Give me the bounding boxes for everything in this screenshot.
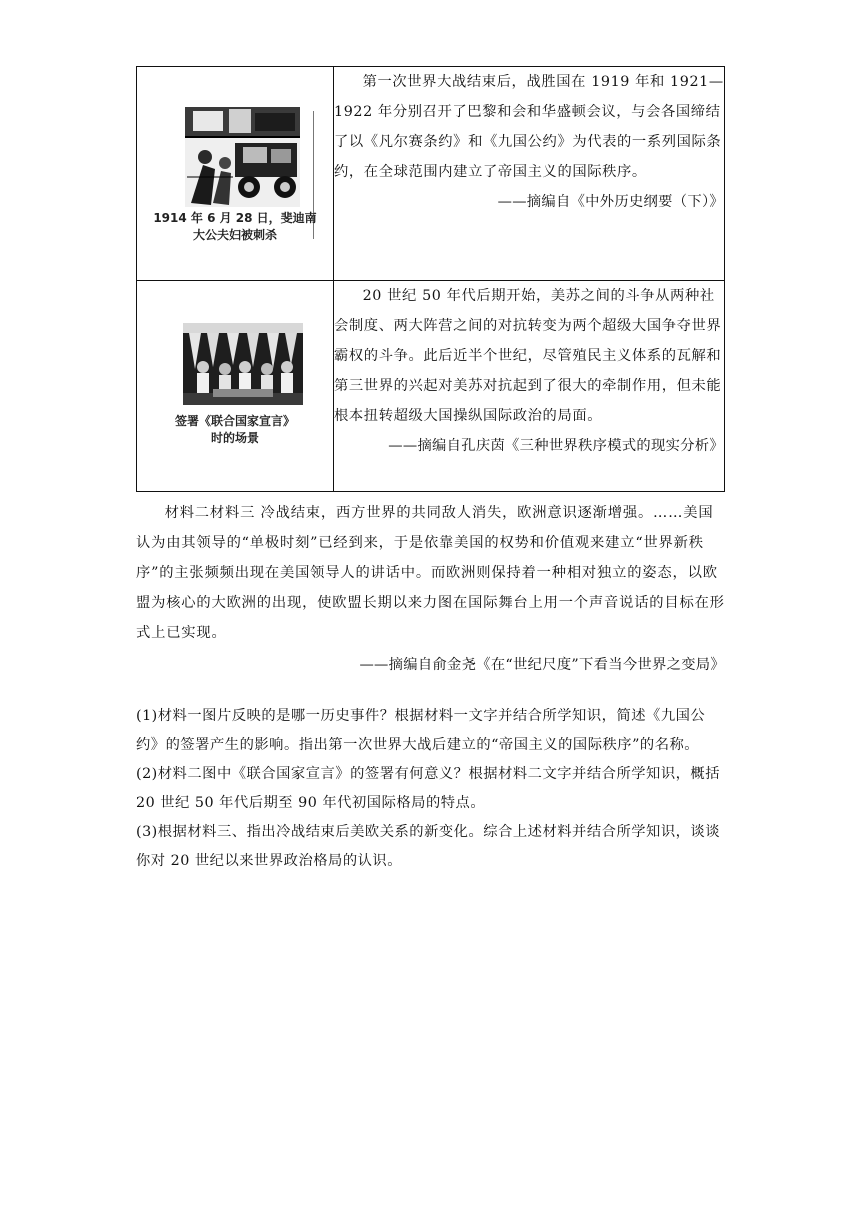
material3-text: 材料二材料三 冷战结束，西方世界的共同敌人消失，欧洲意识逐渐增强。……美国认为由其领导的“单极时刻”已经到来，于是依靠美国的权势和价值观来建立“世界新秩序”的主张频频出现在美国领导人的讲话中。而欧洲则保持着一种相对独立的姿态，以欧盟为核心的大欧洲的出现，使欧盟长期以来力图在国际舞台上用一个声音说话的目标在形式上已实现。 xyxy=(136,505,725,641)
question-1: (1)材料一图片反映的是哪一历史事件？根据材料一文字并结合所学知识，简述《九国公约》的签署产生的影响。指出第一次世界大战后建立的“帝国主义的国际秩序”的名称。 xyxy=(136,708,706,753)
material1-caption xyxy=(137,210,333,244)
material1-text: 第一次世界大战结束后，战胜国在 1919 年和 1921—1922 年分别召开了巴黎和会和华盛顿会议，与会各国缔结了以《凡尔赛条约》和《九国公约》为代表的一系列国际条约，在全球范围内建立了帝国主义的国际秩序。 xyxy=(334,74,724,180)
material1-source: ——摘编自《中外历史纲要（下）》 xyxy=(497,194,724,210)
declaration-signing-photo xyxy=(183,323,303,405)
materials-table xyxy=(136,66,725,492)
question-3: (3)根据材料三、指出冷战结束后美欧关系的新变化。综合上述材料并结合所学知识，谈谈你对 20 世纪以来世界政治格局的认识。 xyxy=(136,824,721,869)
material2-image-cell xyxy=(137,281,334,492)
material2-caption-line2: 时的场景 xyxy=(210,431,259,445)
material3-source: ——摘编自俞金尧《在“世纪尺度”下看当今世界之变局》 xyxy=(359,657,725,673)
question-2: (2)材料二图中《联合国家宣言》的签署有何意义？根据材料二文字并结合所学知识，概括 20 世纪 50 年代后期至 90 年代初国际格局的特点。 xyxy=(136,766,721,811)
material1-caption-line1: 1914 年 6 月 28 日，斐迪南 xyxy=(153,211,317,225)
material1-row xyxy=(137,67,725,281)
material1-caption-line2: 大公夫妇被刺杀 xyxy=(192,228,277,242)
material2-text: 20 世纪 50 年代后期开始，美苏之间的斗争从两种社会制度、两大阵营之间的对抗转变为两个超级大国争夺世界霸权的斗争。此后近半个世纪，尽管殖民主义体系的瓦解和第三世界的兴起对美苏对抗起到了很大的牵制作用，但未能根本扭转超级大国操纵国际政治的局面。 xyxy=(334,288,722,424)
material3-block xyxy=(136,498,725,680)
material1-text-cell xyxy=(334,67,725,281)
material2-caption-line1: 签署《联合国家宣言》 xyxy=(174,414,295,428)
material2-source: ——摘编自孔庆茵《三种世界秩序模式的现实分析》 xyxy=(388,438,724,454)
material2-row xyxy=(137,281,725,492)
assassination-photo xyxy=(185,107,300,207)
questions-block xyxy=(136,702,725,876)
material2-caption xyxy=(137,413,333,447)
material1-image-cell xyxy=(137,67,334,281)
material2-text-cell xyxy=(334,281,725,492)
